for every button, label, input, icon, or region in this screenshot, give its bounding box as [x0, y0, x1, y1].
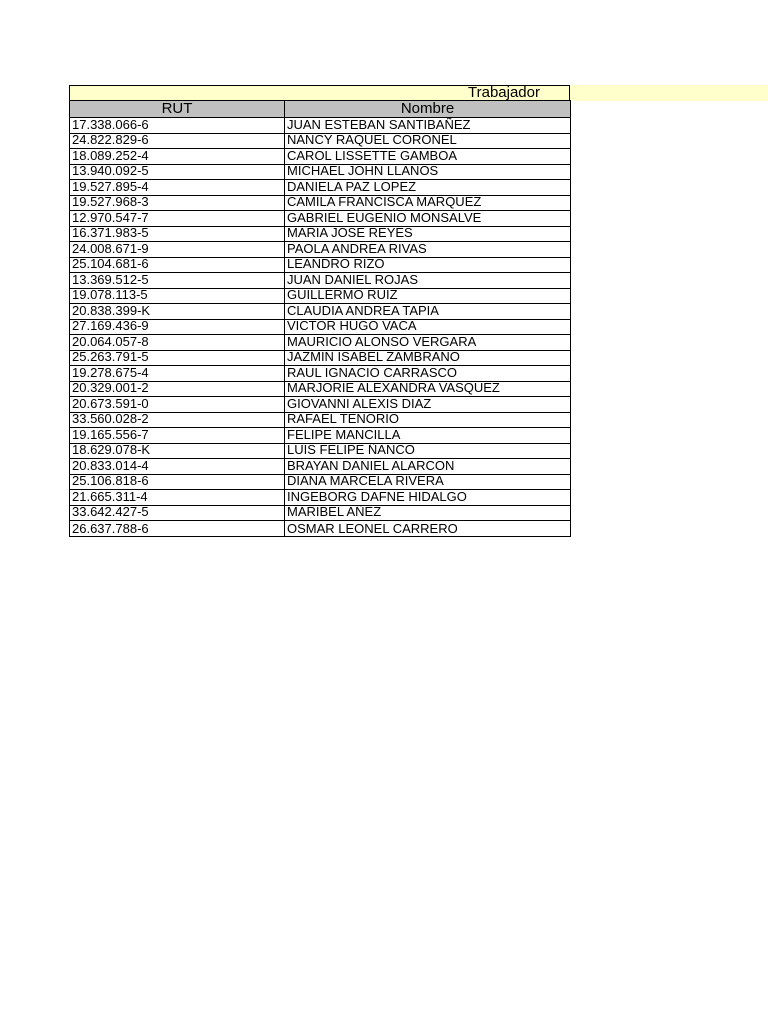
nombre-cell: [285, 195, 571, 211]
rut-value: 26.637.788-6: [72, 520, 149, 536]
rut-value: 19.278.675-4: [72, 365, 149, 380]
nombre-value: PAOLA ANDREA RIVAS: [287, 241, 427, 256]
rut-cell: [70, 350, 285, 366]
rut-cell: [70, 242, 285, 258]
rut-cell: [70, 133, 285, 149]
table-row: [70, 366, 571, 382]
nombre-value: LUIS FELIPE ÑANCO: [287, 443, 415, 457]
nombre-value: CLAUDIA ANDREA TAPIA: [287, 303, 439, 318]
table-row: [70, 195, 571, 211]
rut-value: 20.673.591-0: [72, 396, 149, 411]
nombre-value: VICTOR HUGO VACA: [287, 319, 417, 333]
nombre-cell: [285, 288, 571, 304]
table-row: [70, 490, 571, 506]
rut-value: 20.833.014-4: [72, 458, 149, 473]
table-row: [70, 211, 571, 227]
table-row: [70, 149, 571, 165]
table-row: [70, 226, 571, 242]
table-row: [70, 428, 571, 444]
table-row: [70, 180, 571, 196]
nombre-value: MAURICIO ALONSO VERGARA: [287, 334, 477, 349]
rut-cell: [70, 288, 285, 304]
rut-cell: [70, 211, 285, 227]
rut-value: 27.169.436-9: [72, 319, 149, 333]
table-row: [70, 474, 571, 490]
nombre-value: JAZMIN ISABEL ZAMBRANO: [287, 350, 460, 364]
table-row: [70, 242, 571, 258]
nombre-value: MARJORIE ALEXANDRA VASQUEZ: [287, 381, 500, 395]
column-header-nombre: Nombre: [285, 101, 571, 118]
nombre-cell: [285, 428, 571, 444]
rut-value: 24.008.671-9: [72, 241, 149, 256]
rut-cell: [70, 474, 285, 490]
nombre-cell: [285, 412, 571, 428]
nombre-value: MARIA JOSE REYES: [287, 226, 413, 240]
rut-cell: [70, 335, 285, 351]
nombre-value: JUAN ESTEBAN SANTIBAÑEZ: [287, 117, 471, 132]
nombre-cell: [285, 505, 571, 521]
rut-value: 13.369.512-5: [72, 272, 149, 287]
table-row: [70, 350, 571, 366]
rut-value: 20.064.057-8: [72, 334, 149, 349]
nombre-cell: [285, 490, 571, 506]
rut-value: 19.078.113-5: [72, 288, 148, 302]
rut-cell: [70, 149, 285, 165]
nombre-value: FELIPE MANCILLA: [287, 427, 401, 442]
rut-cell: [70, 521, 285, 537]
rut-value: 18.089.252-4: [72, 148, 149, 163]
nombre-cell: [285, 443, 571, 459]
nombre-cell: [285, 350, 571, 366]
nombre-cell: [285, 474, 571, 490]
rut-value: 25.104.681-6: [72, 257, 149, 271]
rut-value: 18.629.078-K: [72, 443, 151, 457]
workers-table: [69, 100, 571, 537]
nombre-value: GIOVANNI ALEXIS DIAZ: [287, 396, 432, 411]
rut-cell: [70, 397, 285, 413]
table-row: [70, 164, 571, 180]
rut-value: 17.338.066-6: [72, 117, 149, 132]
rut-cell: [70, 443, 285, 459]
table-row: [70, 505, 571, 521]
rut-value: 25.263.791-5: [72, 350, 149, 364]
rut-value: 19.165.556-7: [72, 427, 149, 442]
rut-value: 20.838.399-K: [72, 303, 151, 318]
nombre-value: BRAYAN DANIEL ALARCON: [287, 458, 455, 473]
nombre-cell: [285, 304, 571, 320]
table-row: [70, 288, 571, 304]
rut-cell: [70, 366, 285, 382]
nombre-value: RAUL IGNACIO CARRASCO: [287, 365, 457, 380]
table-row: [70, 304, 571, 320]
nombre-cell: [285, 273, 571, 289]
rut-cell: [70, 195, 285, 211]
rut-cell: [70, 304, 285, 320]
nombre-value: MARIBEL AÑEZ: [287, 505, 382, 519]
table-row: [70, 443, 571, 459]
nombre-cell: [285, 397, 571, 413]
rut-value: 25.106.818-6: [72, 474, 149, 488]
column-header-rut: RUT: [70, 101, 285, 118]
nombre-cell: [285, 149, 571, 165]
column-header-row: [70, 101, 571, 118]
nombre-cell: [285, 366, 571, 382]
table-row: [70, 335, 571, 351]
group-header: [69, 85, 768, 101]
nombre-cell: [285, 381, 571, 397]
rut-cell: [70, 226, 285, 242]
table-row: [70, 459, 571, 475]
nombre-cell: [285, 335, 571, 351]
table-row: [70, 133, 571, 149]
nombre-value: CAROL LISSETTE GAMBOA: [287, 148, 458, 163]
rut-cell: [70, 118, 285, 134]
table-row: [70, 521, 571, 537]
nombre-value: OSMAR LEONEL CARRERO: [287, 520, 458, 536]
nombre-cell: [285, 226, 571, 242]
nombre-value: LEANDRO RIZO: [287, 257, 385, 271]
table-body: [70, 118, 571, 537]
group-header-title: Trabajador: [468, 84, 540, 101]
nombre-value: DIANA MARCELA RIVERA: [287, 474, 444, 488]
nombre-value: DANIELA PAZ LOPEZ: [287, 179, 417, 194]
rut-cell: [70, 490, 285, 506]
nombre-value: MICHAEL JOHN LLANOS: [287, 164, 439, 178]
rut-value: 13.940.092-5: [72, 164, 149, 178]
nombre-value: JUAN DANIEL ROJAS: [287, 272, 418, 287]
rut-cell: [70, 164, 285, 180]
nombre-cell: [285, 164, 571, 180]
rut-value: 20.329.001-2: [72, 381, 149, 395]
rut-value: 19.527.968-3: [72, 195, 149, 209]
rut-value: 12.970.547-7: [72, 210, 149, 225]
nombre-value: NANCY RAQUEL CORONEL: [287, 133, 457, 147]
rut-cell: [70, 180, 285, 196]
nombre-cell: [285, 459, 571, 475]
table-row: [70, 381, 571, 397]
table-row: [70, 118, 571, 134]
rut-cell: [70, 381, 285, 397]
nombre-value: GABRIEL EUGENIO MONSALVE: [287, 210, 482, 225]
nombre-cell: [285, 521, 571, 537]
table-row: [70, 273, 571, 289]
nombre-value: RAFAEL TENORIO: [287, 412, 399, 426]
rut-value: 33.560.028-2: [72, 412, 149, 426]
rut-cell: [70, 505, 285, 521]
rut-cell: [70, 257, 285, 273]
rut-cell: [70, 428, 285, 444]
nombre-value: CAMILA FRANCISCA MARQUEZ: [287, 195, 482, 209]
rut-value: 19.527.895-4: [72, 179, 149, 194]
nombre-cell: [285, 118, 571, 134]
nombre-cell: [285, 211, 571, 227]
rut-cell: [70, 412, 285, 428]
rut-value: 21.665.311-4: [72, 489, 148, 504]
nombre-value: GUILLERMO RUIZ: [287, 288, 398, 302]
rut-cell: [70, 273, 285, 289]
rut-value: 16.371.983-5: [72, 226, 149, 240]
nombre-value: INGEBORG DAFNE HIDALGO: [287, 489, 467, 504]
rut-cell: [70, 459, 285, 475]
rut-cell: [70, 319, 285, 335]
rut-value: 24.822.829-6: [72, 133, 149, 147]
table-row: [70, 397, 571, 413]
nombre-cell: [285, 180, 571, 196]
table-row: [70, 319, 571, 335]
nombre-cell: [285, 242, 571, 258]
nombre-cell: [285, 133, 571, 149]
nombre-cell: [285, 319, 571, 335]
table-row: [70, 257, 571, 273]
rut-value: 33.642.427-5: [72, 505, 149, 519]
nombre-cell: [285, 257, 571, 273]
table-row: [70, 412, 571, 428]
